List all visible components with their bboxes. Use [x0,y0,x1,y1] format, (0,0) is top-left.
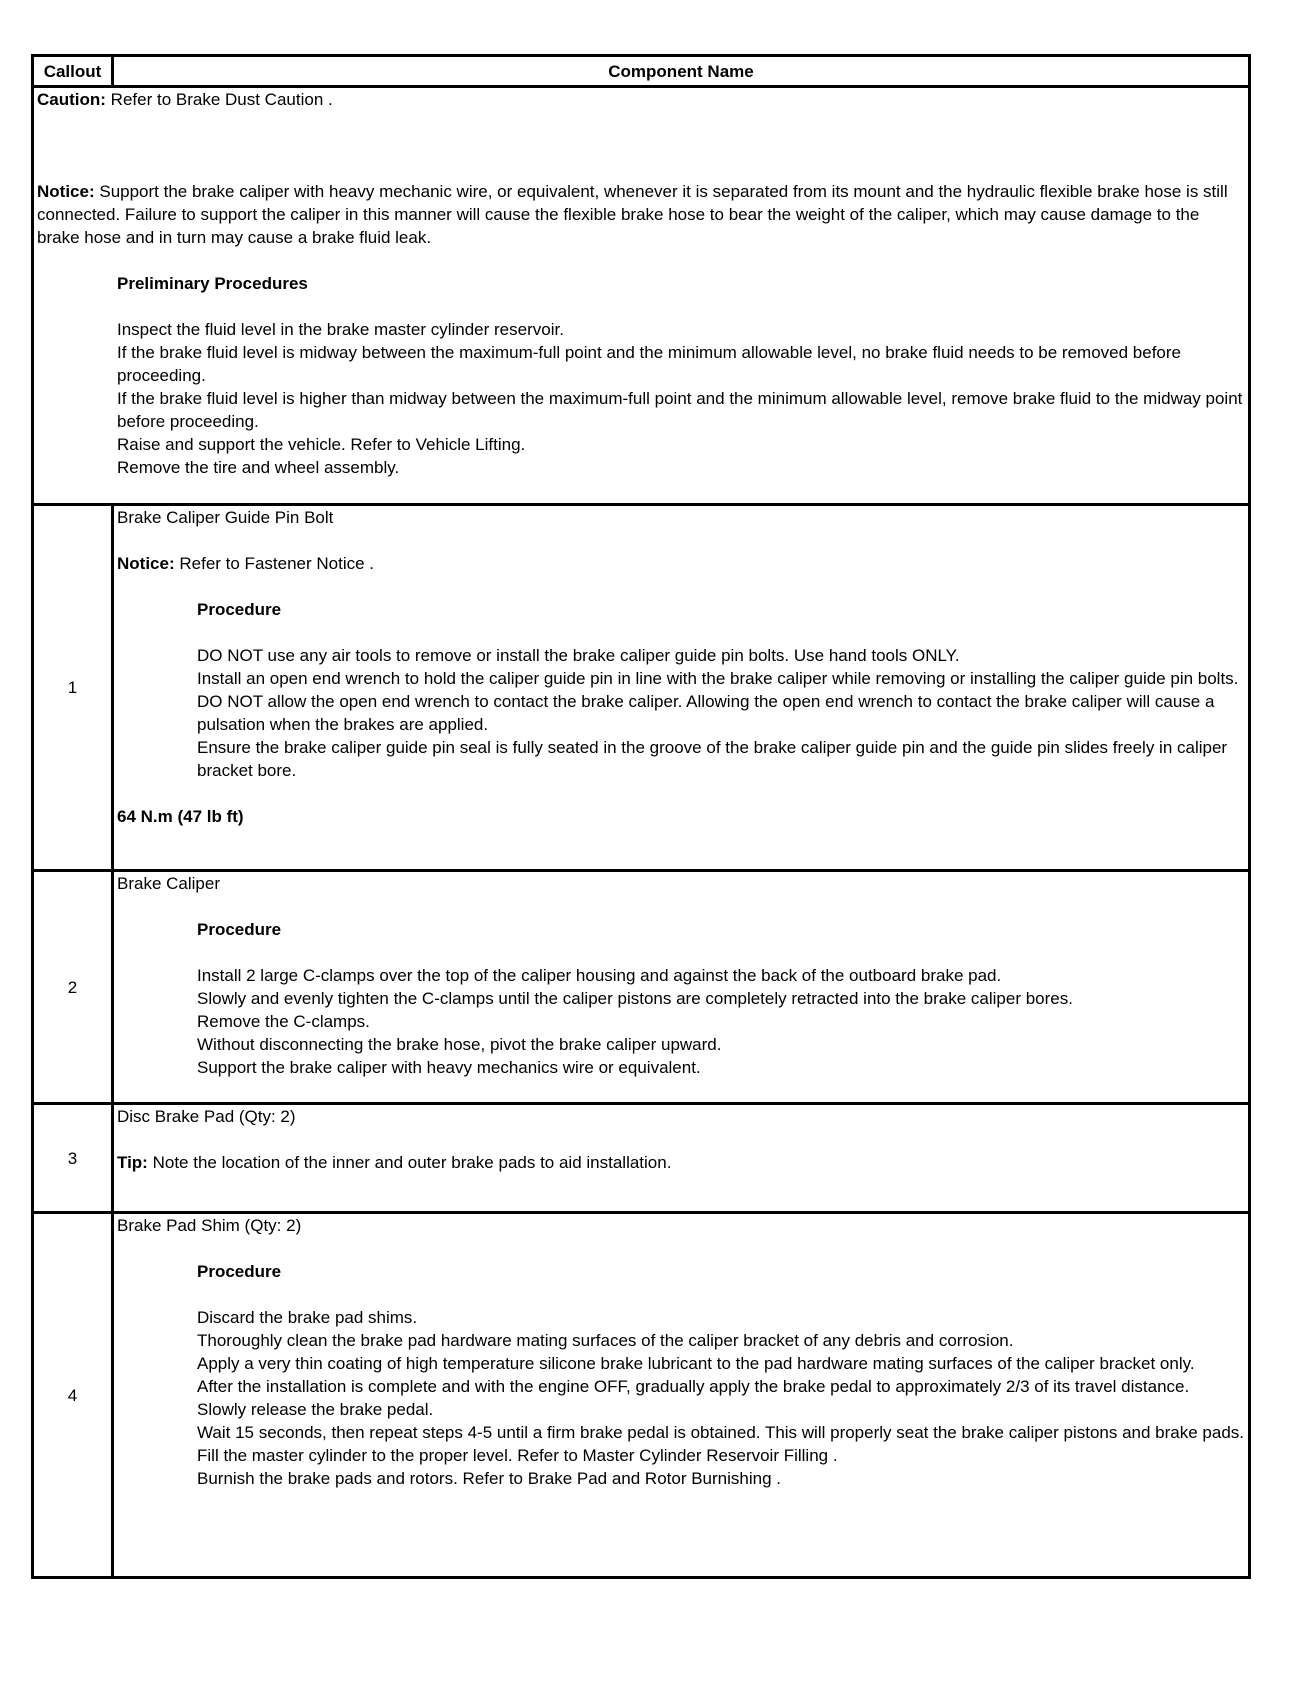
component-cell [113,1104,1250,1213]
component-name: Brake Pad Shim (Qty: 2) [117,1216,302,1235]
procedure-step: Install 2 large C-clamps over the top of the caliper housing and against the back of the outboard brake pad. [197,966,1002,985]
procedure-step: Without disconnecting the brake hose, pivot the brake caliper upward. [197,1035,722,1054]
callout-number: 4 [33,1213,113,1578]
procedure-step: Slowly release the brake pedal. [197,1400,434,1419]
procedure-steps [117,1306,1245,1490]
procedure-step: Thoroughly clean the brake pad hardware mating surfaces of the caliper bracket of any debris and corrosion. [197,1331,1014,1350]
procedure-step: Slowly and evenly tighten the C-clamps until the caliper pistons are completely retracted into the brake caliper bores. [197,989,1073,1008]
notice-line [37,180,1245,249]
procedure-step: After the installation is complete and with the engine OFF, gradually apply the brake pedal to approximately 2/3 of its travel distance. [197,1377,1190,1396]
component-name: Brake Caliper [117,874,220,893]
procedure-step: Install an open end wrench to hold the caliper guide pin in line with the brake caliper while removing or installing the caliper guide pin bolts. DO NOT allow the open end wrench to contact the brake caliper. Allowing the open end wrench to contact the brake caliper will cause a pulsation when the brakes are applied. [197,669,1239,734]
procedure-step: DO NOT use any air tools to remove or install the brake caliper guide pin bolts. Use hand tools ONLY. [197,646,960,665]
procedure-step: Discard the brake pad shims. [197,1308,418,1327]
notice-label: Notice: [37,182,95,201]
table-row [33,1104,1250,1213]
procedure-steps [117,644,1245,782]
component-cell [113,1213,1250,1578]
notice-line [117,552,1245,575]
header-callout: Callout [33,56,113,87]
table-row [33,871,1250,1104]
table-row [33,1213,1250,1578]
callout-number: 2 [33,871,113,1104]
component-name: Disc Brake Pad (Qty: 2) [117,1107,296,1126]
component-cell [113,505,1250,871]
procedure-steps [117,964,1245,1079]
caution-line [37,88,1245,111]
procedure-step: Apply a very thin coating of high temperature silicone brake lubricant to the pad hardware mating surfaces of the caliper bracket only. [197,1354,1195,1373]
prelim-step: If the brake fluid level is higher than midway between the maximum-full point and the minimum allowable level, remove brake fluid to the midway point before proceeding. [117,389,1243,431]
header-row [33,56,1250,87]
table-row [33,505,1250,871]
tip-text: Note the location of the inner and outer brake pads to aid installation. [152,1153,672,1172]
callout-number: 3 [33,1104,113,1213]
prelim-title: Preliminary Procedures [117,274,308,293]
prelim-steps [37,318,1245,479]
procedure-table [31,54,1251,1579]
prelim-step: Inspect the fluid level in the brake master cylinder reservoir. [117,320,564,339]
procedure-title: Procedure [197,920,282,939]
procedure-title: Procedure [197,1262,282,1281]
tip-label: Tip: [117,1153,148,1172]
prelim-step: If the brake fluid level is midway between the maximum-full point and the minimum allowable level, no brake fluid needs to be removed before proceeding. [117,343,1181,385]
procedure-step: Ensure the brake caliper guide pin seal is fully seated in the groove of the brake caliper guide pin and the guide pin slides freely in caliper bracket bore. [197,738,1228,780]
header-component-name: Component Name [113,56,1250,87]
prelim-step: Raise and support the vehicle. Refer to Vehicle Lifting. [117,435,526,454]
notice-label: Notice: [117,554,175,573]
caution-text: Refer to Brake Dust Caution . [110,90,333,109]
component-name: Brake Caliper Guide Pin Bolt [117,508,334,527]
notice-text: Refer to Fastener Notice . [179,554,374,573]
callout-number: 1 [33,505,113,871]
component-cell [113,871,1250,1104]
torque-spec: 64 N.m (47 lb ft) [117,807,244,826]
intro-cell [33,87,1250,505]
prelim-step: Remove the tire and wheel assembly. [117,458,400,477]
notice-text: Support the brake caliper with heavy mechanic wire, or equivalent, whenever it is separated from its mount and the hydraulic flexible brake hose is still connected. Failure to support the caliper in this manner will cause the flexible brake hose to bear the weight of the caliper, which may cause damage to the brake hose and in turn may cause a brake fluid leak. [37,182,1228,247]
procedure-step: Remove the C-clamps. [197,1012,370,1031]
procedure-step: Support the brake caliper with heavy mechanics wire or equivalent. [197,1058,701,1077]
intro-row [33,87,1250,505]
caution-label: Caution: [37,90,106,109]
procedure-step: Burnish the brake pads and rotors. Refer to Brake Pad and Rotor Burnishing . [197,1469,781,1488]
procedure-title: Procedure [197,600,282,619]
tip-line [117,1151,1245,1174]
procedure-step: Fill the master cylinder to the proper level. Refer to Master Cylinder Reservoir Filling . [197,1446,838,1465]
procedure-step: Wait 15 seconds, then repeat steps 4-5 until a firm brake pedal is obtained. This will properly seat the brake caliper pistons and brake pads. [197,1423,1245,1442]
